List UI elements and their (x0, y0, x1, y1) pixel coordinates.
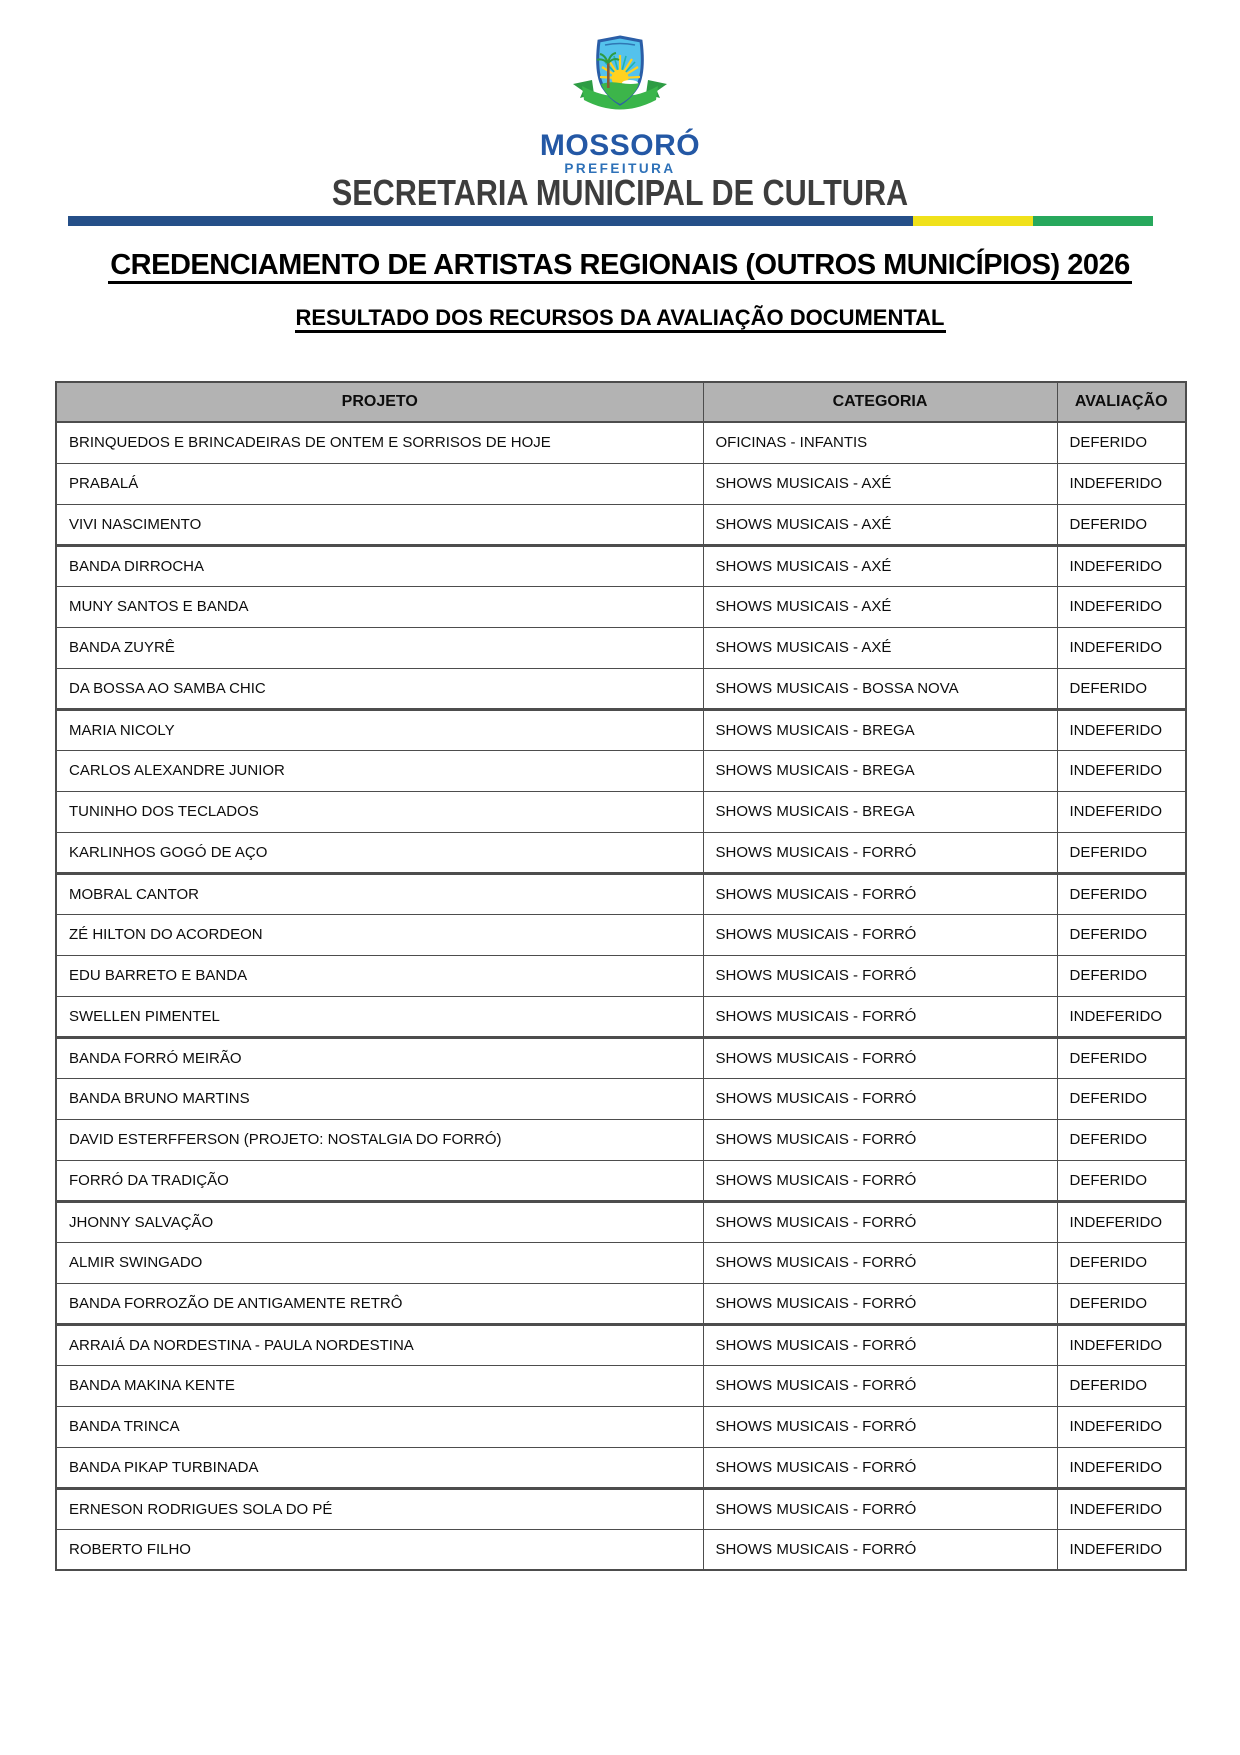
category-cell: SHOWS MUSICAIS - FORRÓ (703, 1242, 1057, 1283)
evaluation-cell: INDEFERIDO (1057, 709, 1186, 750)
category-cell: SHOWS MUSICAIS - AXÉ (703, 586, 1057, 627)
evaluation-cell: INDEFERIDO (1057, 545, 1186, 586)
category-cell: SHOWS MUSICAIS - FORRÓ (703, 1160, 1057, 1201)
project-cell: BRINQUEDOS E BRINCADEIRAS DE ONTEM E SORRISOS DE HOJE (56, 422, 703, 463)
evaluation-cell: INDEFERIDO (1057, 463, 1186, 504)
category-cell: SHOWS MUSICAIS - FORRÓ (703, 1406, 1057, 1447)
table-row (56, 914, 1186, 955)
evaluation-cell: INDEFERIDO (1057, 627, 1186, 668)
category-cell: OFICINAS - INFANTIS (703, 422, 1057, 463)
logo-dept-name: PREFEITURA (564, 161, 676, 176)
project-cell: DA BOSSA AO SAMBA CHIC (56, 668, 703, 709)
evaluation-cell: DEFERIDO (1057, 1078, 1186, 1119)
category-cell: SHOWS MUSICAIS - AXÉ (703, 463, 1057, 504)
category-cell: SHOWS MUSICAIS - FORRÓ (703, 1365, 1057, 1406)
document-header (0, 0, 1240, 226)
category-cell: SHOWS MUSICAIS - FORRÓ (703, 1488, 1057, 1529)
evaluation-cell: INDEFERIDO (1057, 996, 1186, 1037)
table-row (56, 463, 1186, 504)
table-row (56, 1078, 1186, 1119)
category-cell: SHOWS MUSICAIS - FORRÓ (703, 832, 1057, 873)
evaluation-cell: INDEFERIDO (1057, 791, 1186, 832)
category-cell: SHOWS MUSICAIS - AXÉ (703, 545, 1057, 586)
bar-green-segment (1033, 216, 1153, 226)
project-cell: MOBRAL CANTOR (56, 873, 703, 914)
tricolor-divider-bar (68, 216, 1153, 226)
project-cell: CARLOS ALEXANDRE JUNIOR (56, 750, 703, 791)
project-cell: VIVI NASCIMENTO (56, 504, 703, 545)
evaluation-cell: INDEFERIDO (1057, 1488, 1186, 1529)
table-row (56, 422, 1186, 463)
evaluation-cell: DEFERIDO (1057, 1160, 1186, 1201)
project-cell: SWELLEN PIMENTEL (56, 996, 703, 1037)
category-cell: SHOWS MUSICAIS - BREGA (703, 709, 1057, 750)
category-cell: SHOWS MUSICAIS - FORRÓ (703, 1201, 1057, 1242)
org-title: SECRETARIA MUNICIPAL DE CULTURA (331, 172, 909, 213)
evaluation-cell: DEFERIDO (1057, 1242, 1186, 1283)
project-cell: BANDA ZUYRÊ (56, 627, 703, 668)
table-row (56, 1201, 1186, 1242)
evaluation-cell: INDEFERIDO (1057, 1529, 1186, 1570)
project-cell: ZÉ HILTON DO ACORDEON (56, 914, 703, 955)
evaluation-cell: DEFERIDO (1057, 1119, 1186, 1160)
project-cell: ALMIR SWINGADO (56, 1242, 703, 1283)
evaluation-cell: DEFERIDO (1057, 1283, 1186, 1324)
table-row (56, 1324, 1186, 1365)
table-row (56, 1365, 1186, 1406)
title-row (0, 226, 1240, 284)
project-cell: BANDA FORRÓ MEIRÃO (56, 1037, 703, 1078)
category-cell: SHOWS MUSICAIS - FORRÓ (703, 1037, 1057, 1078)
evaluation-cell: DEFERIDO (1057, 1365, 1186, 1406)
table-row (56, 1529, 1186, 1570)
project-cell: BANDA FORROZÃO DE ANTIGAMENTE RETRÔ (56, 1283, 703, 1324)
project-cell: FORRÓ DA TRADIÇÃO (56, 1160, 703, 1201)
category-cell: SHOWS MUSICAIS - FORRÓ (703, 873, 1057, 914)
column-header-projeto: PROJETO (56, 382, 703, 422)
table-row (56, 750, 1186, 791)
evaluation-cell: DEFERIDO (1057, 422, 1186, 463)
bar-yellow-segment (913, 216, 1033, 226)
project-cell: JHONNY SALVAÇÃO (56, 1201, 703, 1242)
table-row (56, 791, 1186, 832)
evaluation-cell: INDEFERIDO (1057, 1201, 1186, 1242)
table-row (56, 955, 1186, 996)
category-cell: SHOWS MUSICAIS - FORRÓ (703, 914, 1057, 955)
project-cell: EDU BARRETO E BANDA (56, 955, 703, 996)
category-cell: SHOWS MUSICAIS - FORRÓ (703, 1283, 1057, 1324)
table-row (56, 586, 1186, 627)
category-cell: SHOWS MUSICAIS - BREGA (703, 791, 1057, 832)
results-table-header (56, 382, 1186, 422)
category-cell: SHOWS MUSICAIS - AXÉ (703, 627, 1057, 668)
evaluation-cell: INDEFERIDO (1057, 1406, 1186, 1447)
table-row (56, 1242, 1186, 1283)
evaluation-cell: INDEFERIDO (1057, 1324, 1186, 1365)
evaluation-cell: INDEFERIDO (1057, 586, 1186, 627)
project-cell: KARLINHOS GOGÓ DE AÇO (56, 832, 703, 873)
table-row (56, 627, 1186, 668)
project-cell: DAVID ESTERFFERSON (PROJETO: NOSTALGIA DO FORRÓ) (56, 1119, 703, 1160)
evaluation-cell: DEFERIDO (1057, 873, 1186, 914)
results-table (55, 381, 1187, 1571)
results-table-body (56, 422, 1186, 1570)
table-row (56, 1160, 1186, 1201)
subtitle-row (0, 284, 1240, 333)
table-row (56, 668, 1186, 709)
evaluation-cell: DEFERIDO (1057, 504, 1186, 545)
category-cell: SHOWS MUSICAIS - BOSSA NOVA (703, 668, 1057, 709)
column-header-categoria: CATEGORIA (703, 382, 1057, 422)
table-row (56, 996, 1186, 1037)
project-cell: MUNY SANTOS E BANDA (56, 586, 703, 627)
category-cell: SHOWS MUSICAIS - FORRÓ (703, 1078, 1057, 1119)
mossoro-crest-logo (570, 34, 670, 128)
table-row (56, 1488, 1186, 1529)
table-row (56, 1119, 1186, 1160)
evaluation-cell: DEFERIDO (1057, 1037, 1186, 1078)
table-row (56, 545, 1186, 586)
header-row (56, 382, 1186, 422)
category-cell: SHOWS MUSICAIS - FORRÓ (703, 1119, 1057, 1160)
evaluation-cell: DEFERIDO (1057, 955, 1186, 996)
table-row (56, 504, 1186, 545)
table-row (56, 1037, 1186, 1078)
project-cell: PRABALÁ (56, 463, 703, 504)
category-cell: SHOWS MUSICAIS - FORRÓ (703, 1324, 1057, 1365)
table-row (56, 1283, 1186, 1324)
evaluation-cell: DEFERIDO (1057, 832, 1186, 873)
project-cell: MARIA NICOLY (56, 709, 703, 750)
project-cell: BANDA DIRROCHA (56, 545, 703, 586)
evaluation-cell: DEFERIDO (1057, 668, 1186, 709)
category-cell: SHOWS MUSICAIS - FORRÓ (703, 955, 1057, 996)
category-cell: SHOWS MUSICAIS - BREGA (703, 750, 1057, 791)
table-row (56, 1447, 1186, 1488)
project-cell: BANDA BRUNO MARTINS (56, 1078, 703, 1119)
logo-city-name: MOSSORÓ (539, 129, 701, 162)
bar-blue-segment (68, 216, 913, 226)
project-cell: BANDA TRINCA (56, 1406, 703, 1447)
column-header-avaliacao: AVALIAÇÃO (1057, 382, 1186, 422)
document-title: CREDENCIAMENTO DE ARTISTAS REGIONAIS (OUTROS MUNICÍPIOS) 2026 (108, 249, 1132, 284)
category-cell: SHOWS MUSICAIS - FORRÓ (703, 1529, 1057, 1570)
table-row (56, 832, 1186, 873)
table-row (56, 709, 1186, 750)
evaluation-cell: INDEFERIDO (1057, 1447, 1186, 1488)
project-cell: ERNESON RODRIGUES SOLA DO PÉ (56, 1488, 703, 1529)
project-cell: ROBERTO FILHO (56, 1529, 703, 1570)
project-cell: BANDA PIKAP TURBINADA (56, 1447, 703, 1488)
evaluation-cell: INDEFERIDO (1057, 750, 1186, 791)
project-cell: TUNINHO DOS TECLADOS (56, 791, 703, 832)
evaluation-cell: DEFERIDO (1057, 914, 1186, 955)
category-cell: SHOWS MUSICAIS - FORRÓ (703, 1447, 1057, 1488)
table-row (56, 1406, 1186, 1447)
project-cell: BANDA MAKINA KENTE (56, 1365, 703, 1406)
category-cell: SHOWS MUSICAIS - AXÉ (703, 504, 1057, 545)
table-row (56, 873, 1186, 914)
document-subtitle: RESULTADO DOS RECURSOS DA AVALIAÇÃO DOCUMENTAL (295, 306, 946, 333)
project-cell: ARRAIÁ DA NORDESTINA - PAULA NORDESTINA (56, 1324, 703, 1365)
crest-tree-trunk (607, 62, 610, 88)
category-cell: SHOWS MUSICAIS - FORRÓ (703, 996, 1057, 1037)
